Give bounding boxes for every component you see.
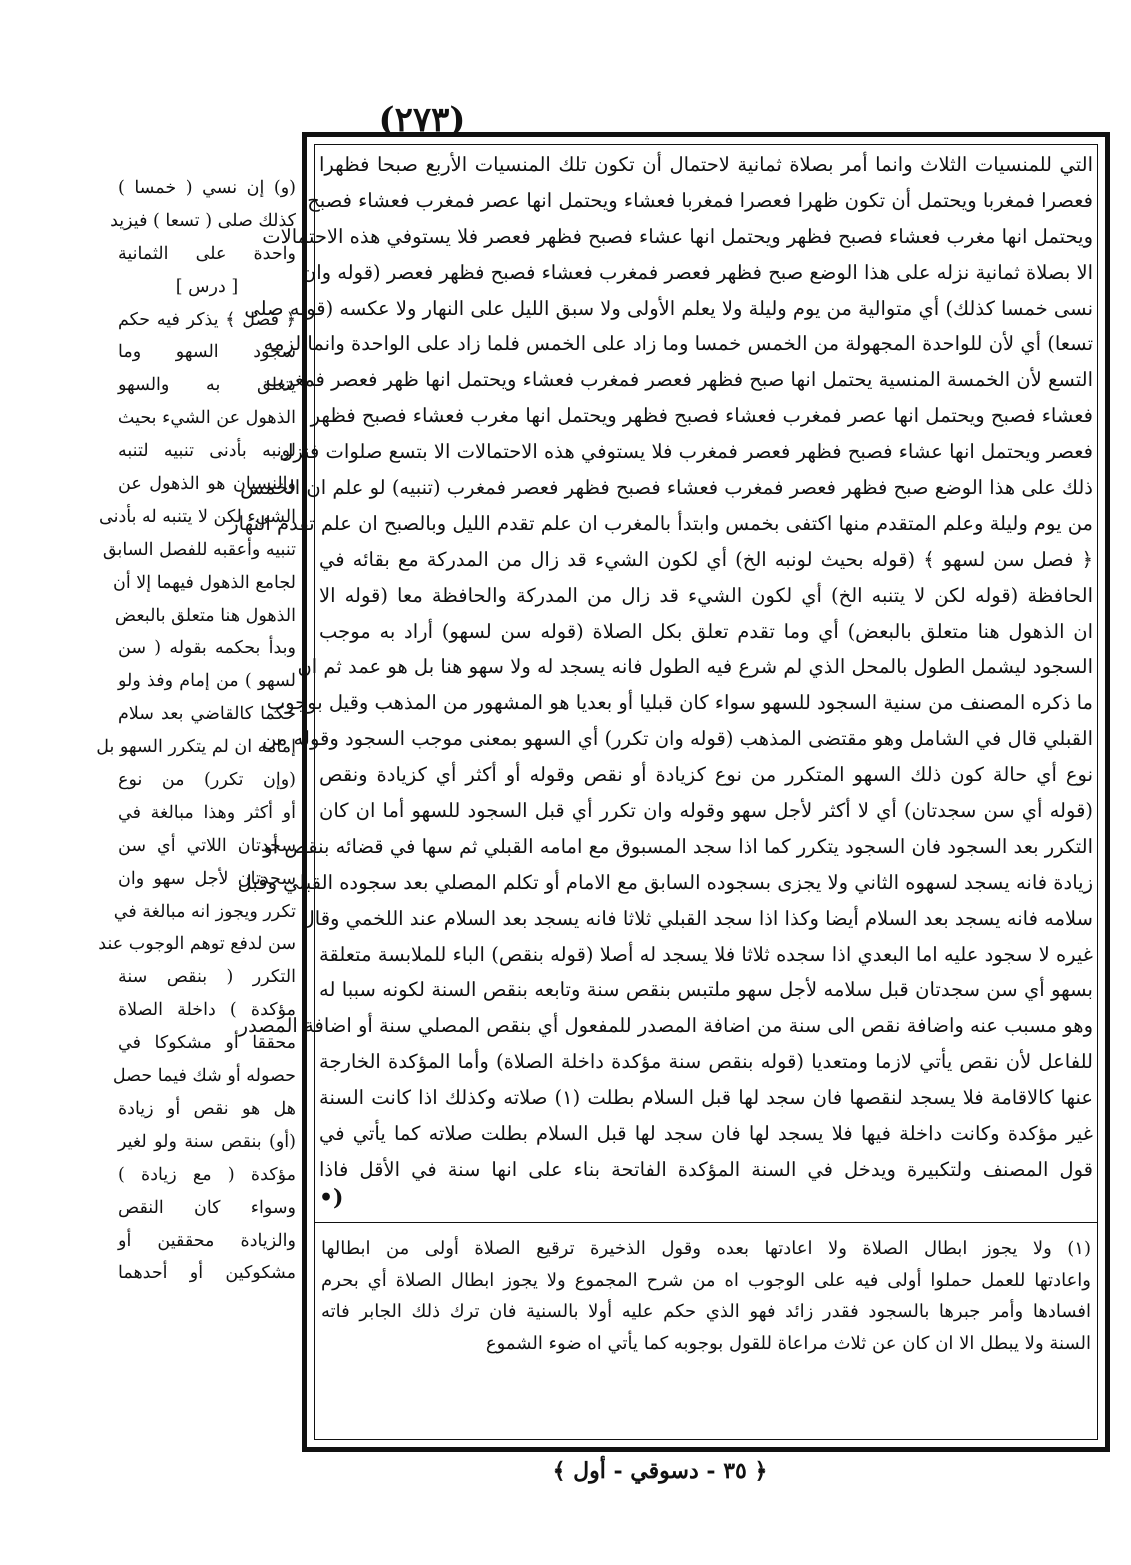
text-line: غيره لا سجود عليه اما البعدي اذا سجده ثلاثا فلا يسجد له أصلا (قوله بنقص) الباء للملابسة متعلقة	[319, 942, 1093, 966]
text-line: وهو مسبب عنه واضافة نقص الى سنة من اضافة المصدر للمفعول أي بنقص المصلي سنة أو اضافة المصدر	[238, 1014, 1093, 1038]
text-line: القبلي قال في الشامل وهو مقتضى المذهب (قوله وان تكرر) أي السهو بمعنى موجب السجود وقوله من	[262, 727, 1093, 751]
side-text-line: وسواء كان النقص	[118, 1197, 296, 1218]
footnote-line: السنة ولا يبطل الا ان كان عن ثلاث مراعاة للقول بوجوبه كما يأتي اه ضوء الشموع	[485, 1332, 1091, 1354]
side-text-line: هل هو نقص أو زيادة	[118, 1098, 296, 1119]
side-text-line: ﴿ فصل ﴾ يذكر فيه حكم	[118, 309, 296, 330]
side-text-line: سجود السهو وما	[118, 342, 296, 363]
side-text-line: لسهو ) من إمام وفذ ولو	[118, 671, 296, 692]
text-line: نوع أي حالة كون ذلك السهو المتكرر من نوع كزيادة أو نقص وقوله أو أكثر أي كزيادة ونقص	[319, 763, 1093, 787]
side-text-line: (وإن تكرر) من نوع	[118, 770, 296, 791]
text-line: التسع لأن الخمسة المنسية يحتمل انها صبح فظهر فعصر فمغرب فعشاء ويحتمل انها ظهر فعصر فمغرب	[265, 368, 1093, 392]
side-text-line: الذهول عن الشيء بحيث	[117, 408, 296, 429]
side-text-line: حصوله أو شك فيما حصل	[112, 1066, 296, 1087]
text-line: عنها كالاقامة فلا يسجد لنقصها فان سجد لها قبل السلام بطلت (١) صلاته وكذلك اذا كانت السنة	[319, 1086, 1093, 1110]
margin-mark: •)	[319, 1185, 344, 1211]
text-line: فعصرا فمغربا ويحتمل أن تكون ظهرا فعصرا فمغربا فعشاء ويحتمل انها عصر فمغرب فعشاء فصبح	[307, 188, 1093, 212]
side-text-line: والنسيان هو الذهول عن	[118, 474, 296, 495]
side-text-line: (أو) بنقص سنة ولو لغير	[118, 1131, 296, 1152]
text-line: الا بصلاة ثمانية نزله على هذا الوضع صبح فظهر فعصر فمغرب فعشاء فصبح فظهر فعصر (قوله وان	[301, 260, 1093, 284]
side-text-line: سجدتان لأجل سهو وان	[118, 868, 296, 889]
side-text-line: والزيادة محققين أو	[118, 1230, 296, 1251]
footnote-divider	[315, 1222, 1097, 1223]
side-text-line: مؤكدة ( مع زيادة )	[118, 1164, 296, 1185]
text-line: نسى خمسا كذلك) أي متوالية من يوم وليلة ولا يعلم الأولى ولا سبق الليل على النهار ولا عكسه (قوله صلى	[244, 296, 1093, 320]
text-line: للفاعل لأن نقص يأتي لازما ومتعديا (قوله بنقص سنة مؤكدة داخلة الصلاة) وأما المؤكدة الخارجة	[319, 1050, 1093, 1074]
side-text-line: واحدة على الثمانية	[118, 243, 296, 264]
side-text-line: تكرر ويجوز انه مبالغة في	[113, 901, 296, 922]
side-text-line: وبدأ بحكمه بقوله ( سن	[118, 638, 296, 659]
side-text-line: [ درس ]	[175, 276, 239, 297]
page-number: (٢٧٣)	[378, 100, 466, 140]
main-commentary	[229, 147, 1093, 1188]
text-line: التكرر بعد السجود فان السجود يتكرر كما اذا سجد المسبوق مع امامه القبلي ثم سها في قضائه بنقص أو	[263, 834, 1093, 858]
side-text-line: مشكوكين أو أحدهما	[118, 1263, 296, 1284]
side-text-line: سجدتان اللاتي أي سن	[118, 835, 296, 856]
side-text-line: التكرر ( بنقص سنة	[118, 967, 296, 988]
side-text-line: الذهول هنا متعلق بالبعض	[114, 605, 296, 626]
text-line: زيادة فانه يسجد لسهوه الثاني ولا يجزى بسجوده السابق مع الامام أو تكلم المصلي بعد سجوده القبلي وقبل	[237, 870, 1093, 894]
footnote-line: (١) ولا يجوز ابطال الصلاة ولا اعادتها بعده وقول الذخيرة ترقيع الصلاة أولى من ابطالها	[321, 1238, 1091, 1259]
side-text-line: لونبه بأدنى تنبيه لتنبه	[118, 441, 296, 462]
main-frame	[229, 132, 1110, 1452]
text-line: الحافظة (قوله لكن لا يتنبه الخ) أي لكون الشيء قد زال من المدركة والحافظة معا (قوله الا	[319, 583, 1093, 607]
text-line: فعصر ويحتمل انها عشاء فصبح فظهر فعصر فمغرب فلا يستوفي هذه الاحتمالات الا بتسع صلوات فنزل	[279, 440, 1093, 464]
side-text-line: حكما كالقاضي بعد سلام	[118, 704, 296, 725]
text-line: التي للمنسيات الثلاث وانما أمر بصلاة ثمانية لاحتمال أن تكون تلك المنسيات الأربع صبحا فظهرا	[319, 153, 1093, 176]
text-line: فعشاء فصبح ويحتمل انها عصر فمغرب فعشاء فصبح فظهر ويحتمل انها مغرب فعشاء فصبح فظهر	[310, 404, 1093, 428]
footnote-line: افسادها وأمر جبرها بالسجود فقدر زائد فهو الذي حكم عليه أولا بالسنية فان ترك ذلك الجابر فاته	[321, 1301, 1091, 1322]
side-text-line: الشيء لكن لا يتنبه له بأدنى	[99, 506, 296, 527]
side-text-line: كذلك صلى ( تسعا ) فيزيد	[110, 210, 296, 231]
text-line: من يوم وليلة وعلم المتقدم منها اكتفى بخمس وابتدأ بالمغرب ان علم تقدم الليل وبالصبح ان علم تقدم النهار	[229, 511, 1093, 535]
text-line: قول المصنف ولتكبيرة ويدخل في السنة المؤكدة الفاتحة بناء على انها سنة في الأقل فاذا	[319, 1157, 1093, 1181]
text-line: غير مؤكدة وكانت داخلة فيها فلا يسجد لها فان سجد لها قبل السلام بطلت صلاته كما يأتي في	[319, 1122, 1093, 1146]
text-line: ما ذكره المصنف من سنية السجود للسهو سواء كان قبليا أو بعديا هو المشهور من المذهب وقيل بوجوب	[266, 691, 1093, 715]
side-text-line: إمامه ان لم يتكرر السهو بل	[96, 737, 296, 758]
footnote-line: واعادتها للعمل حملوا أولى فيه على الوجوب اه من شرح المجموع ولا يجوز ابطال الصلاة أي بحرم	[321, 1269, 1091, 1291]
text-line: ان الذهول هنا متعلق بالبعض) أي وما تقدم تعلق بكل الصلاة (قوله سن لسهو) أراد به موجب	[319, 619, 1093, 643]
text-line: تسعا) أي لأن للواحدة المجهولة من الخمس خمسا وما زاد على الخمس فلما زاد على الواحدة وانما لزمه	[263, 332, 1093, 356]
side-text-line: سن لدفع توهم الوجوب عند	[98, 934, 296, 955]
side-text-line: يتعلق به والسهو	[118, 375, 296, 396]
text-line: ويحتمل انها مغرب فعشاء فصبح فظهر ويحتمل انها عشاء فصبح فظهر فعصر فلا يستوفي هذه الاحتمالات	[262, 224, 1093, 248]
text-line: ذلك على هذا الوضع صبح فظهر فعصر فمغرب فعشاء فصبح فظهر فعصر فمغرب (تنبيه) لو علم ان الخمس	[240, 476, 1093, 500]
side-text-line: تنبيه وأعقبه للفصل السابق	[102, 539, 296, 560]
text-line: ﴿ فصل سن لسهو ﴾ (قوله بحيث لونبه الخ) أي لكون الشيء قد زال من المدركة مع بقائه في	[319, 547, 1093, 571]
side-text-line: (و) إن نسي ( خمسا )	[118, 178, 296, 198]
footnotes	[321, 1233, 1091, 1359]
text-line: (قوله أي سن سجدتان) أي لا أكثر لأجل سهو وقوله وان تكرر أي قبل السجود للسهو أما ان كان	[319, 799, 1093, 823]
page-footer: ﴿ ٣٥ - دسوقي - أول ﴾	[552, 1458, 768, 1484]
side-text-line: محققا أو مشكوكا في	[118, 1033, 296, 1054]
text-line: بسهو أي سن سجدتان قبل سلامه لأجل سهو ملتبس بنقص سنة وتابعه بنقص السنة لكونه سببا له	[319, 978, 1093, 1002]
text-line: السجود ليشمل الطول بالمحل الذي لم شرع فيه الطول فانه يسجد له ولا سهو هنا بل هو عمد ثم ان	[297, 655, 1093, 679]
side-text-line: أو أكثر وهذا مبالغة في	[118, 802, 296, 823]
side-text-line: مؤكدة ) داخلة الصلاة	[118, 1000, 296, 1021]
side-text-line: لجامع الذهول فيهما إلا أن	[113, 572, 296, 593]
text-line: سلامه فانه يسجد بعد السلام أيضا وكذا اذا سجد القبلي ثلاثا فانه يسجد بعد السلام عند اللخمي وقال	[300, 906, 1093, 930]
